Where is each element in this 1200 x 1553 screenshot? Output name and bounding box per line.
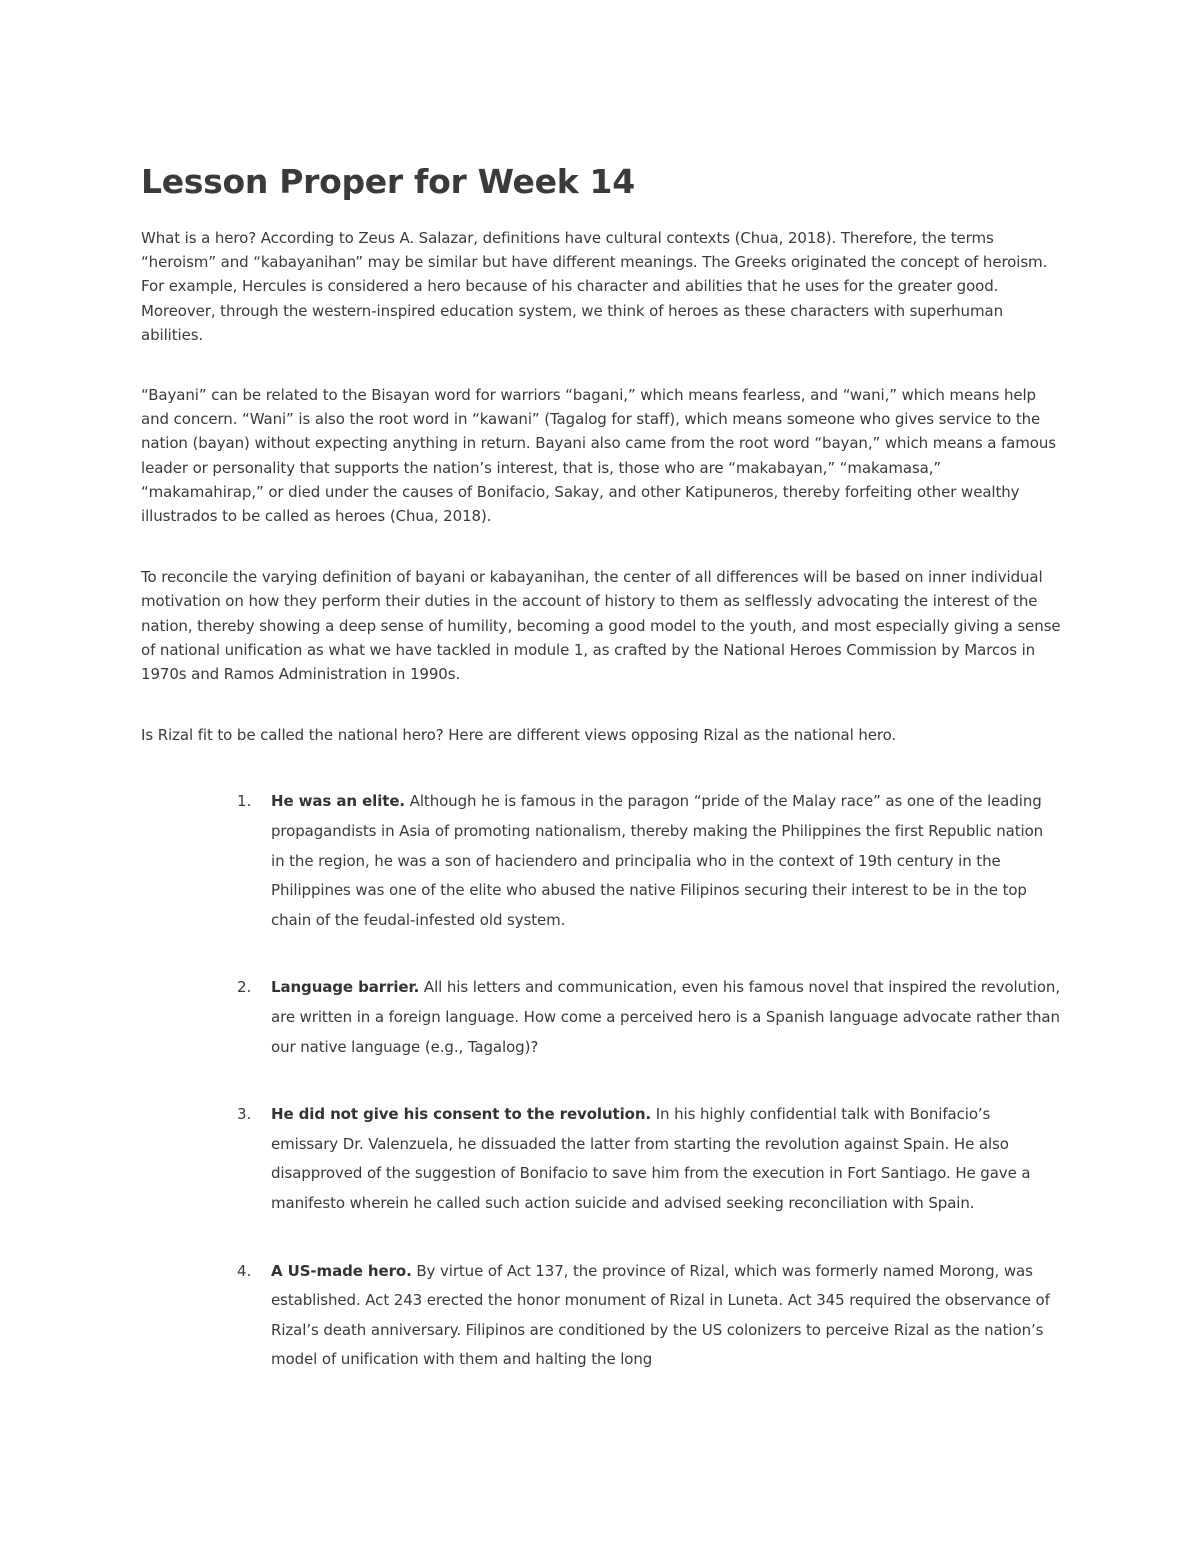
list-number: 3. bbox=[237, 1105, 252, 1124]
paragraph-bayani-origin: “Bayani” can be related to the Bisayan word for warriors “bagani,” which means fearless, and “wani,” which means help and concern. “Wani” is also the root word in “kawani” (Tagalog for staff), which means someone who gives service to the nation (bayan) without expecting anything in return. Bayani also came from the root word “bayan,” which means a famous leader or personality that supports the nation’s interest, that is, those who are “makabayan,” “makamasa,” “makamahirap,” or died under the causes of Bonifacio, Sakay, and other Katipuneros, thereby forfeiting other wealthy illustrados to be called as heroes (Chua, 2018). bbox=[141, 386, 1056, 526]
list-item-view-2 bbox=[237, 973, 1061, 1062]
document-page bbox=[141, 160, 1061, 1413]
list-number: 4. bbox=[237, 1261, 252, 1280]
view-heading: A US-made hero. bbox=[271, 1261, 412, 1280]
list-item-view-4 bbox=[237, 1257, 1061, 1375]
view-text: Although he is famous in the paragon “pride of the Malay race” as one of the leading propagandists in Asia of promoting nationalism, thereby making the Philippines the first Republic nation in the region, he was a son of haciendero and principalia who in the context of 19th century in the Philippines was one of the elite who abused the native Filipinos securing their interest to be in the top chain of the feudal-infested old system. bbox=[271, 792, 1044, 929]
list-number: 2. bbox=[237, 978, 252, 997]
paragraph-reconcile-definition: To reconcile the varying definition of bayani or kabayanihan, the center of all differences will be based on inner individual motivation on how they perform their duties in the account of history to them as selflessly advocating the interest of the nation, thereby showing a deep sense of humility, becoming a good model to the youth, and most especially giving a sense of national unification as what we have tackled in module 1, as crafted by the National Heroes Commission by Marcos in 1970s and Ramos Administration in 1990s. bbox=[141, 568, 1061, 684]
view-text: By virtue of Act 137, the province of Rizal, which was formerly named Morong, was established. Act 243 erected the honor monument of Rizal in Luneta. Act 345 required the observance of Rizal’s death anniversary. Filipinos are conditioned by the US colonizers to perceive Rizal as the nation’s model of unification with them and halting the long bbox=[271, 1261, 1050, 1369]
view-heading: Language barrier. bbox=[271, 978, 420, 997]
view-text: All his letters and communication, even his famous novel that inspired the revolution, are written in a foreign language. How come a perceived hero is a Spanish language advocate rather than our native language (e.g., Tagalog)? bbox=[271, 978, 1061, 1056]
list-number: 1. bbox=[237, 792, 252, 811]
view-text: In his highly confidential talk with Bonifacio’s emissary Dr. Valenzuela, he dissuaded the latter from starting the revolution against Spain. He also disapproved of the suggestion of Bonifacio to save him from the execution in Fort Santiago. He gave a manifesto wherein he called such action suicide and advised seeking reconciliation with Spain. bbox=[271, 1105, 1031, 1212]
view-heading: He was an elite. bbox=[271, 792, 406, 811]
paragraph-hero-definition: What is a hero? According to Zeus A. Salazar, definitions have cultural contexts (Chua, 2018). Therefore, the terms “heroism” and “kabayanihan” may be similar but have different meanings. The Greeks originated the concept of heroism. For example, Hercules is considered a hero because of his character and abilities that he uses for the greater good. Moreover, through the western-inspired education system, we think of heroes as these characters with superhuman abilities. bbox=[141, 229, 1048, 344]
page-title: Lesson Proper for Week 14 bbox=[141, 162, 635, 201]
paragraph-rizal-question: Is Rizal fit to be called the national hero? Here are different views opposing Rizal as the national hero. bbox=[141, 726, 897, 745]
list-item-view-3 bbox=[237, 1100, 1061, 1218]
list-item-view-1 bbox=[237, 787, 1061, 935]
opposing-views-list bbox=[141, 787, 1061, 1375]
view-heading: He did not give his consent to the revolution. bbox=[271, 1105, 652, 1124]
